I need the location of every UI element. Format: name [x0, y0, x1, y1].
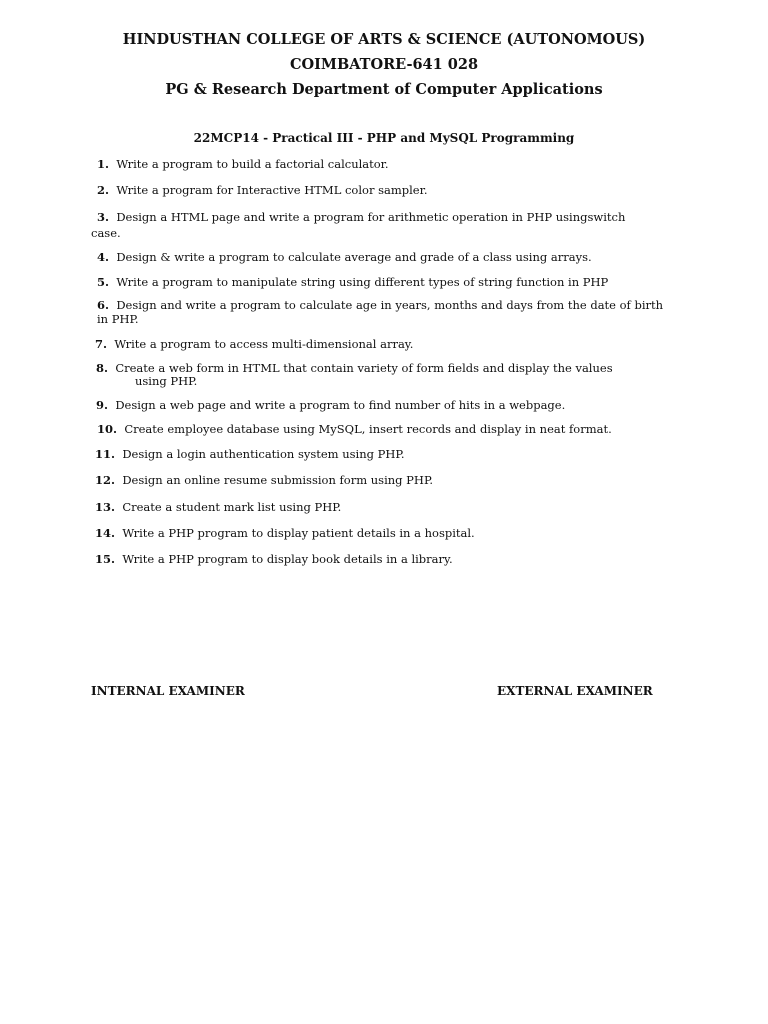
item-text: Design and write a program to calculate age in years, months and days from the date of birth: [116, 298, 664, 312]
list-item: [95, 553, 453, 566]
list-item: [97, 276, 608, 289]
list-item: [97, 299, 663, 312]
list-item: [97, 251, 592, 264]
list-item: [97, 184, 428, 197]
list-item: [96, 399, 565, 412]
list-item: [95, 338, 413, 351]
item-text: Write a program to build a factorial calculator.: [116, 157, 389, 171]
item-number: 12.: [95, 473, 116, 487]
item-number: 14.: [95, 526, 116, 540]
item-number: 1.: [97, 157, 110, 171]
list-item: [95, 527, 475, 540]
department-name: PG & Research Department of Computer Applications: [165, 81, 603, 98]
list-item: [95, 501, 341, 514]
item-text: Design a HTML page and write a program for arithmetic operation in PHP usingswitch: [116, 210, 626, 224]
college-city: COIMBATORE-641 028: [289, 56, 479, 73]
college-name: HINDUSTHAN COLLEGE OF ARTS & SCIENCE (AUTONOMOUS): [122, 31, 646, 48]
item-number: 8.: [96, 361, 109, 375]
item-number: 13.: [95, 500, 116, 514]
item-text: Design a web page and write a program to find number of hits in a webpage.: [115, 398, 566, 412]
list-item: [95, 448, 404, 461]
item-text: Create a web form in HTML that contain variety of form fields and display the values: [115, 361, 613, 375]
list-item: [97, 211, 625, 224]
item-number: 3.: [97, 210, 110, 224]
internal-examiner-label: INTERNAL EXAMINER: [91, 684, 245, 698]
list-item-continuation: in PHP.: [97, 312, 139, 326]
item-text: Write a program to access multi-dimensional array.: [114, 337, 414, 351]
item-number: 5.: [97, 275, 110, 289]
list-item: [97, 158, 389, 171]
item-text: Write a program for Interactive HTML color sampler.: [116, 183, 428, 197]
item-text: Design & write a program to calculate average and grade of a class using arrays.: [116, 250, 592, 264]
item-number: 15.: [95, 552, 116, 566]
item-number: 2.: [97, 183, 110, 197]
list-item-continuation: using PHP.: [135, 374, 198, 388]
external-examiner-label: EXTERNAL EXAMINER: [497, 684, 653, 698]
list-item-continuation: case.: [91, 226, 121, 240]
item-text: Design an online resume submission form using PHP.: [122, 473, 434, 487]
item-number: 9.: [96, 398, 109, 412]
item-text: Create employee database using MySQL, insert records and display in neat format.: [124, 422, 612, 436]
item-number: 11.: [95, 447, 116, 461]
list-item: [97, 423, 612, 436]
item-text: Create a student mark list using PHP.: [122, 500, 342, 514]
item-number: 6.: [97, 298, 110, 312]
item-number: 4.: [97, 250, 110, 264]
list-item: [95, 474, 433, 487]
item-text: Write a PHP program to display book details in a library.: [122, 552, 453, 566]
item-number: 7.: [95, 337, 108, 351]
item-text: Design a login authentication system using PHP.: [122, 447, 405, 461]
item-text: Write a program to manipulate string using different types of string function in PHP: [116, 275, 609, 289]
item-number: 10.: [97, 422, 118, 436]
course-title: 22MCP14 - Practical III - PHP and MySQL Programming: [193, 131, 575, 145]
item-text: Write a PHP program to display patient details in a hospital.: [122, 526, 475, 540]
